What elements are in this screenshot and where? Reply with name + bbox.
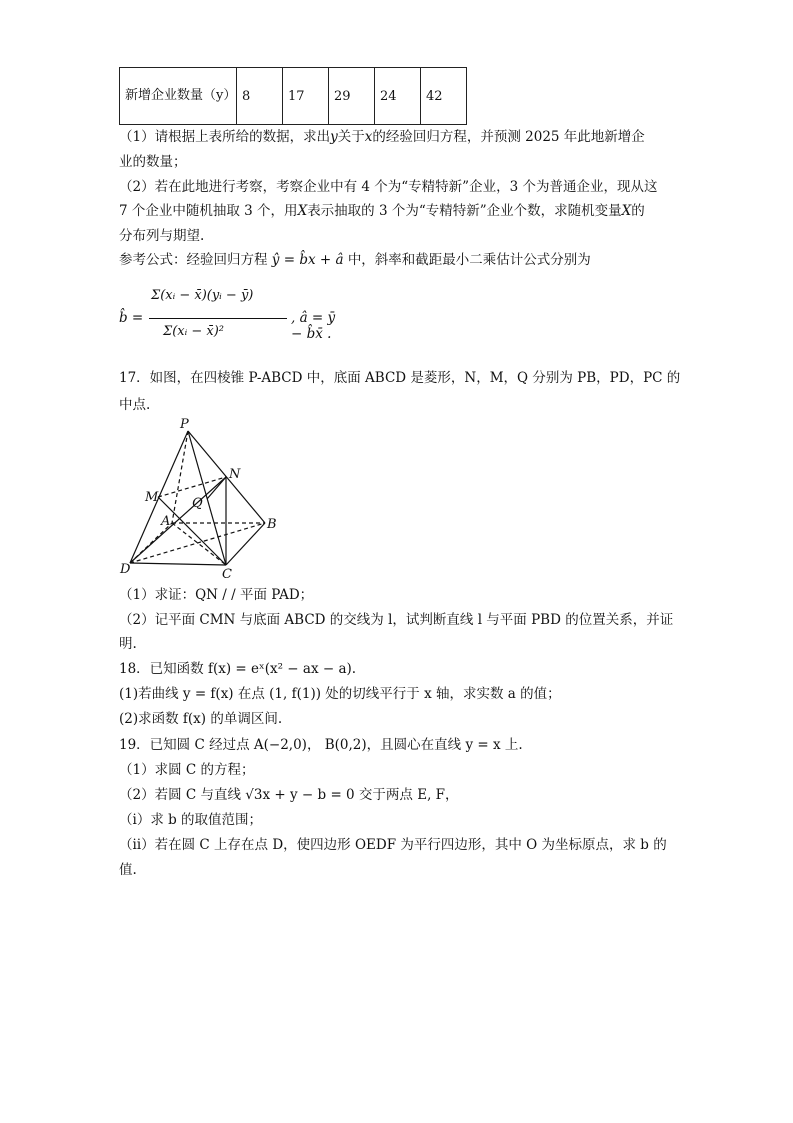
table-cell: 24 bbox=[375, 68, 421, 125]
q18-part1: (1)若曲线 y = f(x) 在点 (1, f(1)) 处的切线平行于 x 轴，求实数 a 的值； bbox=[119, 686, 561, 702]
q17-part1: （1）求证：QN / / 平面 PAD； bbox=[119, 587, 314, 603]
text: 参考公式：经验回归方程 bbox=[119, 252, 268, 268]
q17-part2-line2: 明. bbox=[119, 636, 137, 652]
q19-part2-i: （ⅰ）求 b 的取值范围； bbox=[119, 812, 263, 828]
text: 7 个企业中随机抽取 3 个，用 bbox=[119, 203, 298, 219]
pyramid-figure bbox=[110, 415, 300, 585]
q18-part2: (2)求函数 f(x) 的单调区间. bbox=[119, 711, 283, 727]
var-X: X bbox=[297, 203, 308, 219]
table-cell: 29 bbox=[329, 68, 375, 125]
q19-part2: （2）若圆 C 与直线 √3x + y − b = 0 交于两点 E, F， bbox=[119, 787, 459, 803]
var-X: X bbox=[621, 203, 632, 219]
reference-formula-line bbox=[119, 250, 591, 270]
q16-part1-line2: 业的数量； bbox=[119, 154, 187, 170]
table-header-cell: 新增企业数量（y） bbox=[120, 68, 237, 125]
formula-numerator: Σ(xᵢ − x̄)(yᵢ − ȳ) bbox=[151, 288, 254, 303]
q16-part2-line3: 分布列与期望. bbox=[119, 228, 205, 244]
q19-part2-ii-line1: （ⅱ）若在圆 C 上存在点 D，使四边形 OEDF 为平行四边形，其中 O 为坐标原点，求 b 的 bbox=[119, 837, 667, 853]
text: 的经验回归方程，并预测 2025 年此地新增企 bbox=[372, 129, 645, 145]
label-Q: Q bbox=[192, 496, 203, 511]
q19-line1: 19．已知圆 C 经过点 A(−2,0)， B(0,2)，且圆心在直线 y = x 上. bbox=[119, 737, 523, 753]
text: 表示抽取的 3 个为“专精特新”企业个数，求随机变量 bbox=[307, 203, 622, 219]
q17-line1: 17．如图，在四棱锥 P-ABCD 中，底面 ABCD 是菱形，N，M，Q 分别为 PB，PD，PC 的 bbox=[119, 370, 681, 386]
label-P: P bbox=[180, 417, 189, 432]
edge-DC bbox=[130, 563, 226, 565]
seg-AC bbox=[172, 523, 226, 565]
label-B: B bbox=[267, 517, 277, 532]
table-row bbox=[120, 68, 467, 125]
q17-part2-line1: （2）记平面 CMN 与底面 ABCD 的交线为 l，试判断直线 l 与平面 PBD 的位置关系，并证 bbox=[119, 612, 674, 628]
q16-part2-line1: （2）若在此地进行考察，考察企业中有 4 个为“专精特新”企业，3 个为普通企业，现从这 bbox=[119, 179, 658, 195]
label-N: N bbox=[229, 467, 241, 482]
fraction-bar bbox=[149, 318, 287, 319]
table-cell: 8 bbox=[237, 68, 283, 125]
q16-part1-line1 bbox=[119, 127, 645, 147]
q19-part2-ii-line2: 值. bbox=[119, 862, 137, 878]
table-cell: 17 bbox=[283, 68, 329, 125]
least-squares-formula: b̂ = Σ(xᵢ − x̄)(yᵢ − ȳ) Σ(xᵢ − x̄)² , â = ȳ − b̂x̄ . bbox=[119, 284, 339, 360]
text: 的 bbox=[631, 203, 645, 219]
data-table bbox=[119, 67, 467, 125]
edge-PA bbox=[172, 431, 188, 523]
regression-formula: ŷ = b̂x + â bbox=[271, 252, 344, 268]
q18-line1: 18．已知函数 f(x) = eˣ(x² − ax − a). bbox=[119, 661, 357, 677]
seg-QN bbox=[207, 477, 226, 499]
label-D: D bbox=[120, 562, 131, 577]
label-A: A bbox=[161, 514, 171, 529]
label-C: C bbox=[222, 567, 232, 582]
var-y: y bbox=[330, 129, 338, 145]
q16-part2-line2 bbox=[119, 201, 645, 221]
label-M: M bbox=[145, 490, 159, 505]
table-cell: 42 bbox=[421, 68, 467, 125]
intercept-formula: , â = ȳ − b̂x̄ . bbox=[291, 310, 336, 342]
var-x: x bbox=[364, 129, 373, 145]
seg-MN bbox=[158, 477, 226, 497]
text: 关于 bbox=[337, 129, 365, 145]
text: 中，斜率和截距最小二乘估计公式分别为 bbox=[347, 252, 591, 268]
q17-line2: 中点. bbox=[119, 397, 151, 413]
formula-denominator: Σ(xᵢ − x̄)² bbox=[163, 324, 224, 339]
q19-part1: （1）求圆 C 的方程； bbox=[119, 762, 255, 778]
text: （1）请根据上表所给的数据，求出 bbox=[119, 129, 331, 145]
